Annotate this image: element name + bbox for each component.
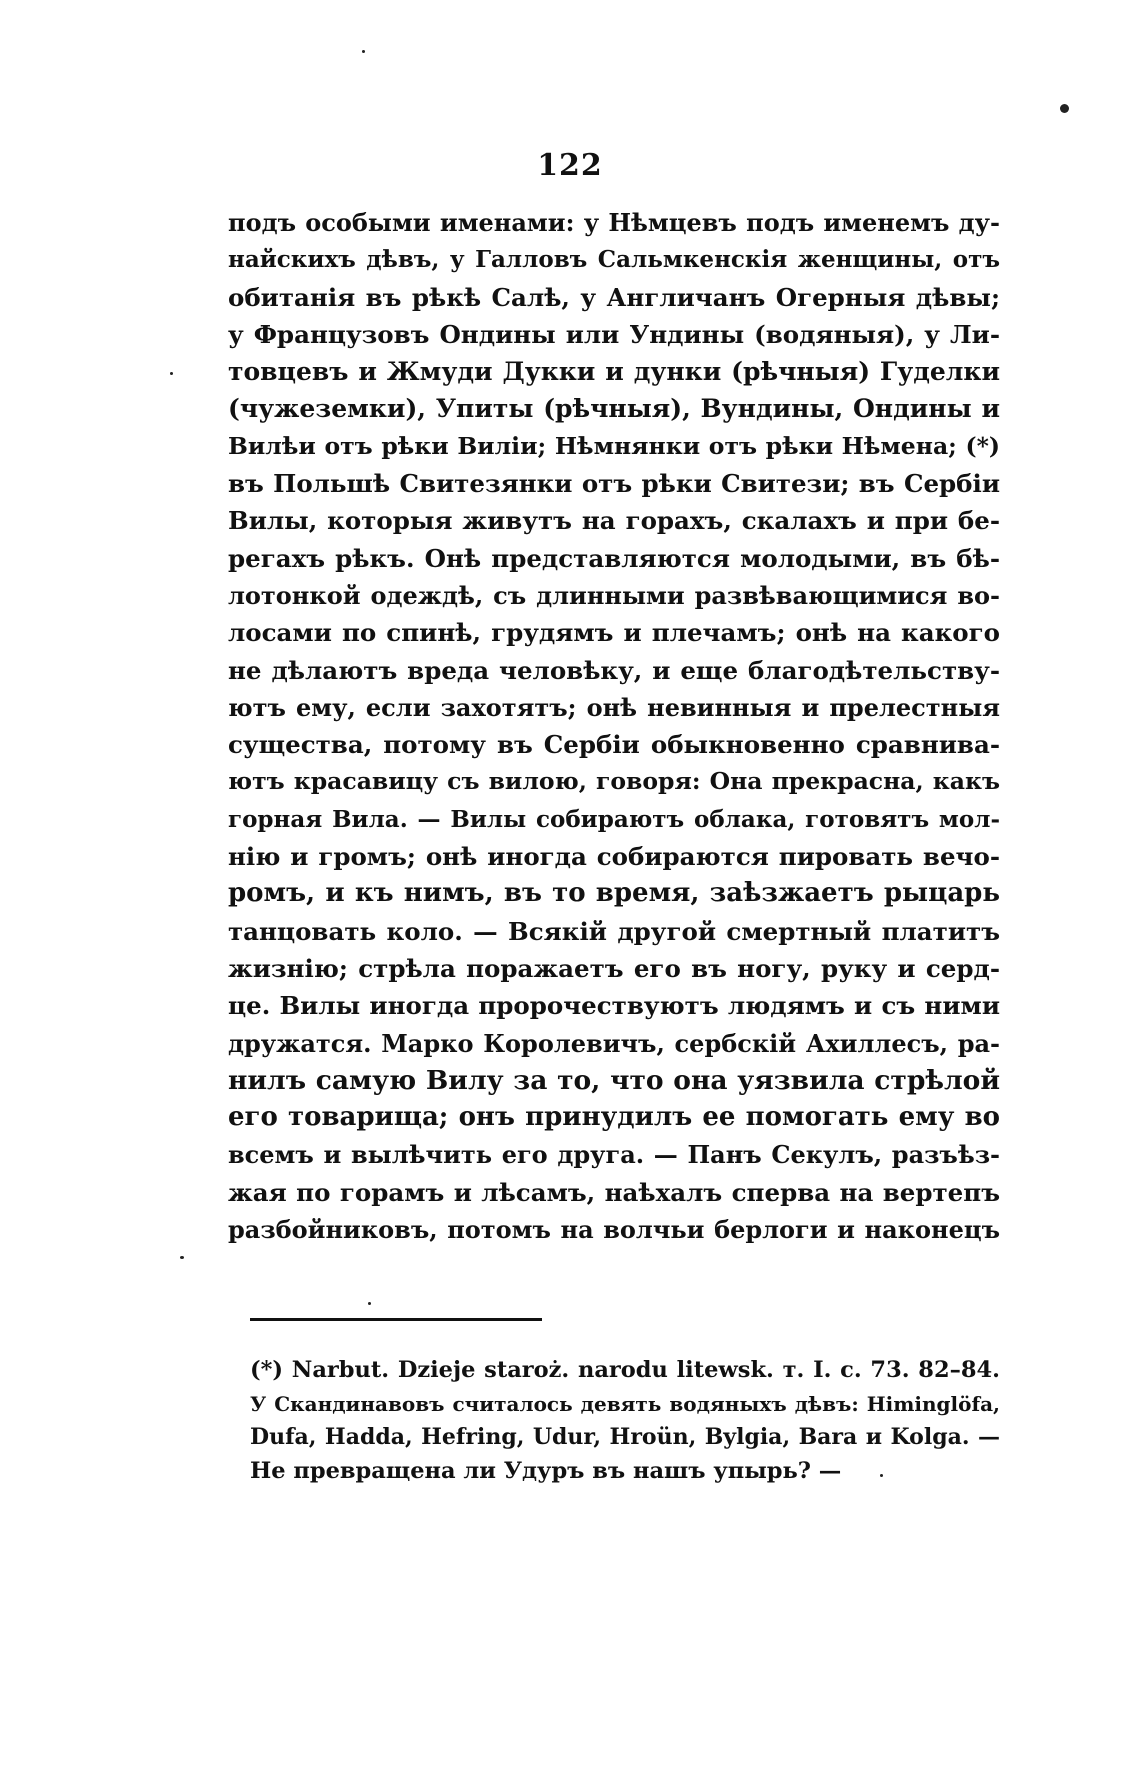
text-line: танцовать коло. — Всякій другой смертный платитъ: [228, 916, 1000, 946]
text-line: существа, потому въ Сербіи обыкновенно сравнива-: [228, 730, 1000, 760]
text-line: товцевъ и Жмуди Дукки и дунки (рѣчныя) Гуделки: [228, 357, 1000, 387]
text-line: найскихъ дѣвъ, у Галловъ Сальмкенскія женщины, отъ: [228, 246, 1000, 274]
footnote-line: У Скандинавовъ считалось девять водяныхъ дѣвъ: Himinglöfa,: [250, 1391, 1000, 1416]
text-line: Вилы, которыя живутъ на горахъ, скалахъ и при бе-: [228, 506, 1000, 536]
text-line: ютъ красавицу съ вилою, говоря: Она прекрасна, какъ: [228, 767, 1000, 796]
text-line: нилъ самую Вилу за то, что она уязвила стрѣлой: [228, 1064, 1000, 1096]
footnote-line: (*) Narbut. Dzieje staroż. narodu litewsk. т. I. с. 73. 82–84.: [250, 1357, 1000, 1383]
scan-speck: [170, 372, 173, 375]
text-line: жая по горамъ и лѣсамъ, наѣхалъ сперва на вертепъ: [228, 1177, 1000, 1207]
text-line: (чужеземки), Упиты (рѣчныя), Вундины, Ондины и: [228, 394, 1000, 424]
text-line: всемъ и вылѣчить его друга. — Панъ Секулъ, разъѣз-: [228, 1140, 1000, 1170]
text-line: ромъ, и къ нимъ, въ то время, заѣзжаетъ рыцарь: [228, 878, 1000, 909]
scan-speck: [368, 1302, 371, 1305]
text-line: горная Вила. — Вилы собираютъ облака, готовятъ мол-: [228, 805, 1000, 833]
page-number: 122: [537, 148, 603, 183]
text-line: въ Польшѣ Свитезянки отъ рѣки Свитези; въ Сербіи: [228, 469, 1000, 499]
text-line: регахъ рѣкъ. Онѣ представляются молодыми, въ бѣ-: [228, 543, 1000, 573]
scan-speck: [362, 50, 365, 53]
main-text: [228, 204, 1000, 1248]
text-line: це. Вилы иногда пророчествуютъ людямъ и съ ними: [228, 991, 1000, 1021]
scan-speck: [1060, 104, 1069, 113]
footnote-divider: [250, 1318, 542, 1321]
scan-speck: [180, 1256, 184, 1259]
text-line: подъ особыми именами: у Нѣмцевъ подъ именемъ ду-: [228, 208, 1000, 237]
text-line: ютъ ему, если захотятъ; онѣ невинныя и прелестныя: [228, 692, 1000, 722]
text-line: нію и громъ; онѣ иногда собираются пировать вечо-: [228, 842, 1000, 872]
footnote-line: Dufa, Hadda, Hefring, Udur, Hroün, Bylgia, Bara и Kolga. —: [250, 1424, 1000, 1450]
text-line: дружатся. Марко Королевичъ, сербскій Ахиллесъ, ра-: [228, 1028, 1000, 1058]
scan-speck: [880, 1474, 883, 1477]
footnote-line: Не превращена ли Удуръ въ нашъ упырь? —: [250, 1457, 842, 1484]
text-line: лотонкой одеждѣ, съ длинными развѣвающимися во-: [228, 580, 1000, 610]
text-line: Вилѣи отъ рѣки Виліи; Нѣмнянки отъ рѣки Нѣмена; (*): [228, 431, 1000, 460]
text-line: жизнію; стрѣла поражаетъ его въ ногу, руку и серд-: [228, 953, 1000, 983]
text-line: не дѣлаютъ вреда человѣку, и еще благодѣтельству-: [228, 655, 1000, 685]
footnotes: [250, 1354, 1000, 1488]
text-line: у Французовъ Ондины или Ундины (водяныя), у Ли-: [228, 319, 1000, 349]
text-line: разбойниковъ, потомъ на волчьи берлоги и наконецъ: [228, 1215, 1000, 1245]
text-line: его товарища; онъ принудилъ ее помогать ему во: [228, 1102, 1000, 1133]
text-line: обитанія въ рѣкѣ Салѣ, у Англичанъ Огерныя дѣвы;: [228, 282, 1000, 312]
text-line: лосами по спинѣ, грудямъ и плечамъ; онѣ на какого: [228, 618, 1000, 648]
